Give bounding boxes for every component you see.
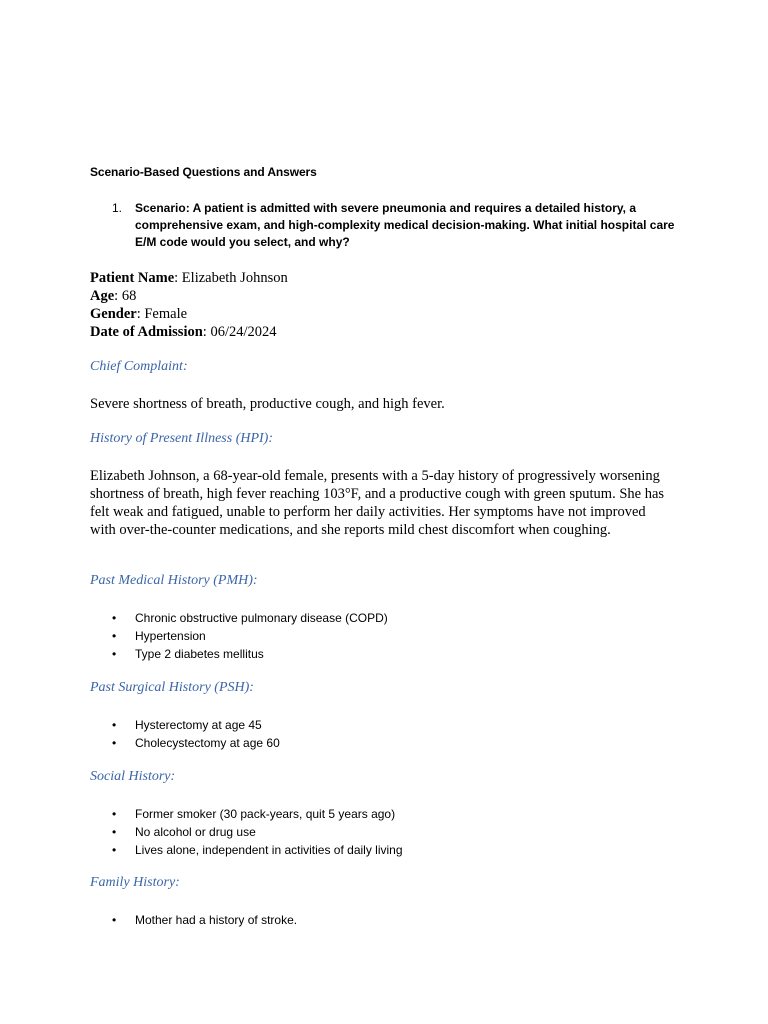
list-item [112, 841, 403, 859]
list-item [112, 627, 388, 645]
chief-complaint-text: Severe shortness of breath, productive cough, and high fever. [90, 396, 445, 412]
bullet-icon: • [112, 647, 117, 661]
bullet-icon: • [112, 843, 117, 857]
patient-name-value: : Elizabeth Johnson [174, 270, 288, 286]
patient-name-label: Patient Name [90, 270, 175, 286]
hpi-heading: History of Present Illness (HPI): [90, 431, 273, 446]
bullet-icon: • [112, 718, 117, 732]
admission-date-value: : 06/24/2024 [202, 324, 277, 340]
pmh-list [112, 609, 388, 663]
list-item-text: Type 2 diabetes mellitus [135, 647, 264, 661]
bullet-icon: • [112, 825, 117, 839]
psh-list [112, 716, 280, 752]
bullet-icon: • [112, 807, 117, 821]
list-item [112, 609, 388, 627]
bullet-icon: • [112, 611, 117, 625]
list-item-text: Hysterectomy at age 45 [135, 718, 262, 732]
list-item [112, 645, 388, 663]
list-item [112, 805, 403, 823]
family-history-list [112, 911, 297, 929]
list-item [112, 823, 403, 841]
bullet-icon: • [112, 736, 117, 750]
list-item [112, 716, 280, 734]
social-history-list [112, 805, 403, 859]
bullet-icon: • [112, 913, 117, 927]
list-item [112, 911, 297, 929]
patient-age-value: : 68 [114, 288, 137, 304]
social-history-heading: Social History: [90, 769, 176, 784]
patient-info [90, 269, 288, 341]
list-item-text: Chronic obstructive pulmonary disease (COPD) [135, 611, 388, 625]
list-item-text: Mother had a history of stroke. [135, 913, 298, 927]
list-item-text: Lives alone, independent in activities of daily living [135, 843, 403, 857]
list-item-text: No alcohol or drug use [135, 825, 256, 839]
family-history-heading: Family History: [90, 875, 180, 890]
list-item [112, 734, 280, 752]
list-item-text: Hypertension [135, 629, 206, 643]
admission-date-row [90, 323, 288, 341]
patient-name-row [90, 269, 288, 287]
patient-gender-label: Gender [90, 306, 137, 322]
question-number: 1. [112, 201, 123, 215]
patient-gender-row [90, 305, 288, 323]
chief-complaint-heading: Chief Complaint: [90, 359, 188, 374]
list-item-text: Former smoker (30 pack-years, quit 5 years ago) [135, 807, 396, 821]
list-item-text: Cholecystectomy at age 60 [135, 736, 280, 750]
admission-date-label: Date of Admission [90, 324, 203, 340]
pmh-heading: Past Medical History (PMH): [90, 573, 258, 588]
scenario-question [112, 200, 692, 251]
patient-gender-value: : Female [136, 306, 188, 322]
patient-age-row [90, 287, 288, 305]
hpi-text: Elizabeth Johnson, a 68-year-old female, presents with a 5-day history of progressively worsening shortness of breath, high fever reaching 103°F, and a productive cough with green sputum. She has felt weak and fatigued, unable to perform her daily activities. Her symptoms have not improved with over-the-counter medications, and she reports mild chest discomfort when coughing. [90, 468, 665, 538]
section-title: Scenario-Based Questions and Answers [90, 165, 317, 179]
patient-age-label: Age [90, 288, 115, 304]
bullet-icon: • [112, 629, 117, 643]
psh-heading: Past Surgical History (PSH): [90, 680, 254, 695]
question-text: Scenario: A patient is admitted with severe pneumonia and requires a detailed history, a comprehensive exam, and high-complexity medical decision-making. What initial hospital care E/M code would you select, and why? [135, 201, 675, 249]
